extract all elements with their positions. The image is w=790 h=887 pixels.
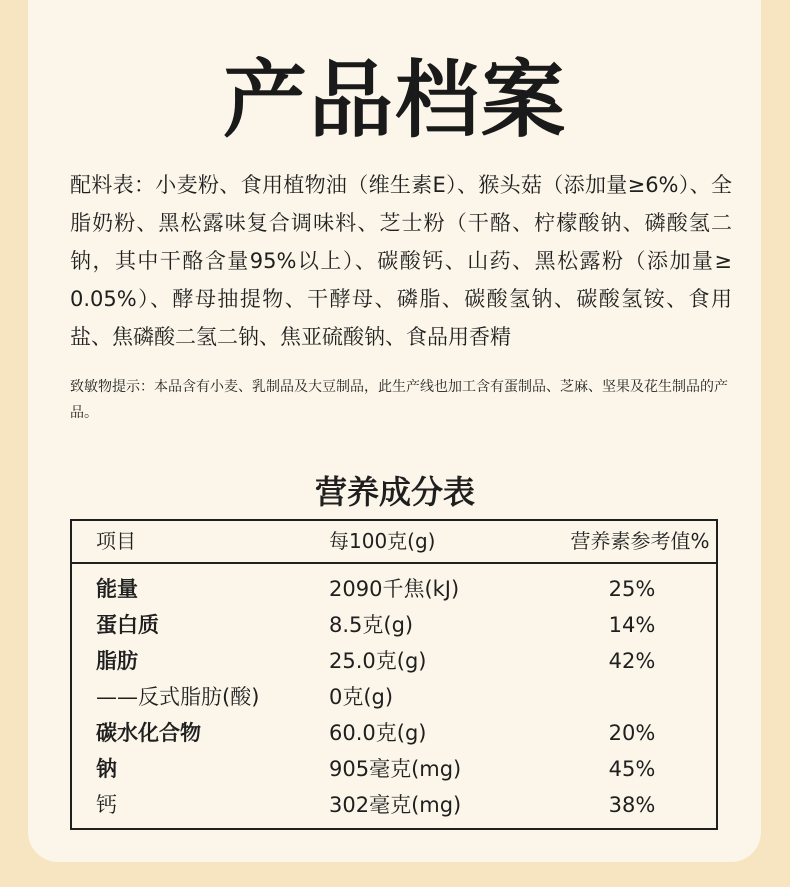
nutrient-name: 脂肪 — [96, 649, 138, 673]
page-title: 产品档案 — [222, 51, 567, 149]
header-item: 项目 — [96, 529, 136, 553]
allergen-notice: 致敏物提示：本品含有小麦、乳制品及大豆制品，此生产线也加工含有蛋制品、芝麻、坚果及花生制品的产品。 — [70, 379, 728, 421]
table-row — [72, 571, 716, 607]
nutrient-name: ——反式脂肪(酸) — [96, 685, 260, 709]
ingredient-list: 配料表：小麦粉、食用植物油（维生素E）、猴头菇（添加量≥6%）、全脂奶粉、黑松露味复合调味料、芝士粉（干酪、柠檬酸钠、磷酸氢二钠，其中干酪含量95%以上）、碳酸钙、山药、黑松露粉（添加量≥ 0.05%）、酵母抽提物、干酵母、磷脂、碳酸氢钠、碳酸氢铵、食用盐、焦磷酸二氢二钠、焦亚硫酸钠、食品用香精 — [70, 173, 732, 349]
table-row — [72, 679, 716, 715]
nutrient-amount: 25.0克(g) — [329, 649, 427, 673]
nutrient-nrv: 38% — [608, 793, 656, 817]
nutrient-nrv: 25% — [608, 577, 656, 601]
nutrient-name: 蛋白质 — [96, 613, 159, 637]
nutrient-name: 能量 — [96, 577, 138, 601]
nutrient-name: 钙 — [96, 793, 117, 817]
table-row — [72, 607, 716, 643]
nutrition-table — [70, 519, 718, 830]
nutrient-amount: 60.0克(g) — [329, 721, 427, 745]
nutrient-nrv: 42% — [608, 649, 656, 673]
nutrient-amount: 302毫克(mg) — [329, 793, 462, 817]
nutrient-amount: 0克(g) — [329, 685, 394, 709]
nutrient-nrv: 14% — [608, 613, 656, 637]
nutrient-amount: 8.5克(g) — [329, 613, 414, 637]
table-row — [72, 643, 716, 679]
header-nrv: 营养素参考值% — [570, 529, 710, 553]
nutrient-name: 钠 — [96, 757, 117, 781]
nutrient-name: 碳水化合物 — [96, 721, 201, 745]
nutrient-nrv: 45% — [608, 757, 656, 781]
nutrition-table-title: 营养成分表 — [314, 473, 475, 511]
nutrition-table-header — [72, 521, 716, 564]
table-row — [72, 751, 716, 787]
nutrient-amount: 905毫克(mg) — [329, 757, 462, 781]
table-row — [72, 787, 716, 823]
table-row — [72, 715, 716, 751]
nutrient-nrv: 20% — [608, 721, 656, 745]
header-amount: 每100克(g) — [329, 529, 436, 553]
nutrient-amount: 2090千焦(kJ) — [329, 577, 460, 601]
